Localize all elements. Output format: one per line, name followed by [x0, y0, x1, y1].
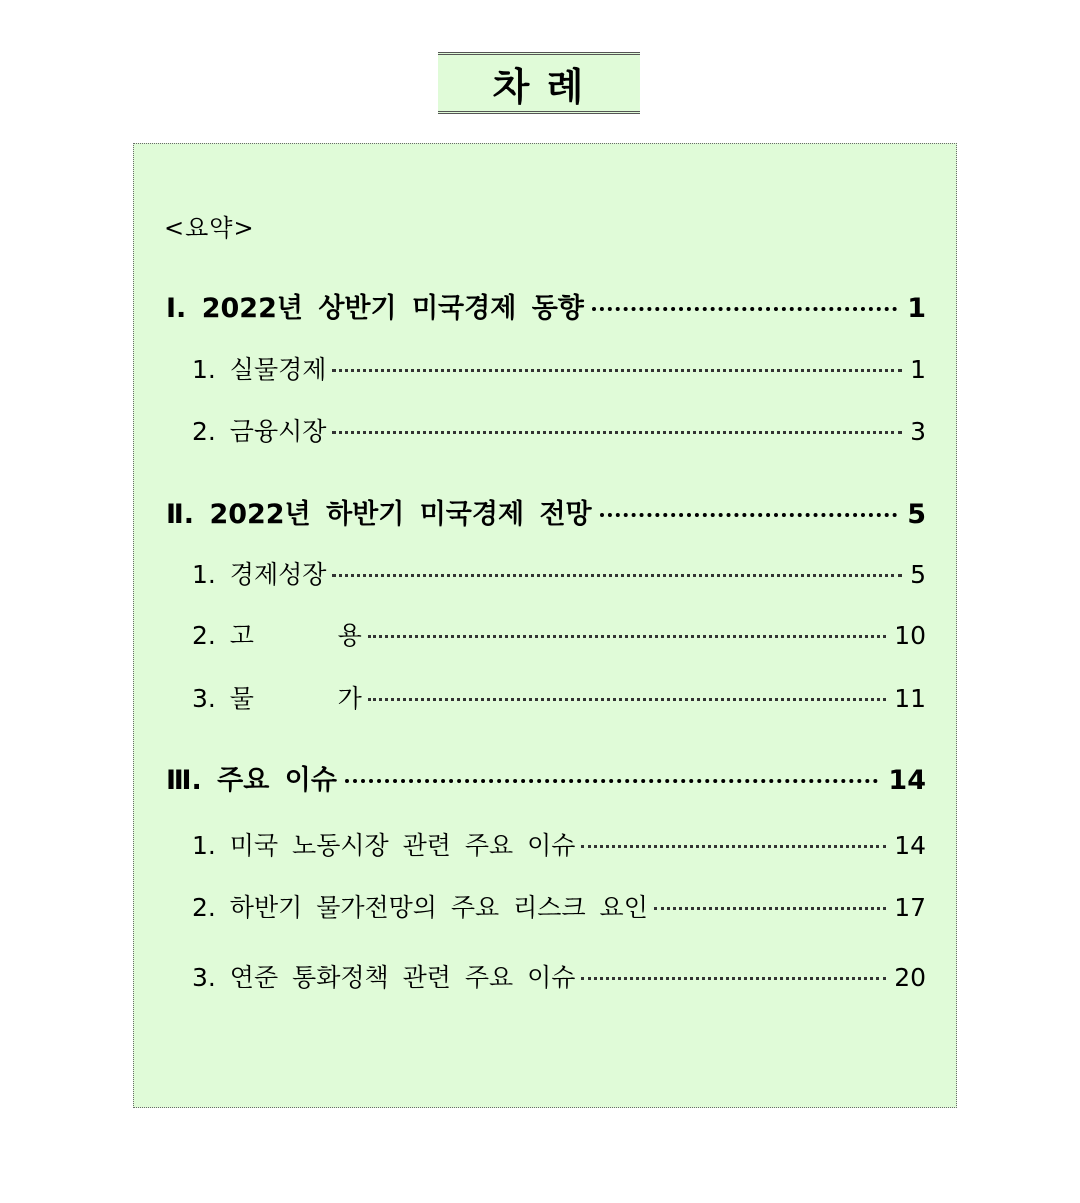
- toc-entry-label: Ⅰ. 2022년 상반기 미국경제 동향: [166, 293, 584, 324]
- toc-entry-section-3-2[interactable]: [192, 888, 926, 922]
- toc-entry-section-3-3[interactable]: [192, 958, 926, 992]
- toc-entry-label: Ⅱ. 2022년 하반기 미국경제 전망: [166, 499, 592, 530]
- toc-entry-section-2-2[interactable]: [192, 616, 926, 650]
- toc-entry-page: 17: [894, 893, 926, 922]
- toc-entry-label: 1. 실물경제: [192, 355, 327, 384]
- toc-entry-page: 1: [910, 355, 926, 384]
- toc-entry-page: 10: [894, 621, 926, 650]
- toc-entry-page: 20: [894, 963, 926, 992]
- toc-entry-chapter-2[interactable]: [166, 492, 926, 530]
- toc-entry-chapter-3[interactable]: [166, 758, 926, 796]
- dot-leader: [345, 779, 879, 783]
- toc-entry-label: 2. 고 용: [192, 621, 362, 650]
- dot-leader: [581, 845, 886, 848]
- toc-entry-label: 1. 경제성장: [192, 560, 327, 589]
- toc-entry-chapter-1[interactable]: [166, 286, 926, 324]
- dot-leader: [592, 307, 897, 311]
- dot-leader: [368, 698, 886, 701]
- toc-entry-label: 1. 미국 노동시장 관련 주요 이슈: [192, 831, 576, 860]
- toc-entry-page: 3: [910, 417, 926, 446]
- toc-entry-label: 2. 금융시장: [192, 417, 327, 446]
- toc-title: 차 례: [438, 52, 640, 114]
- toc-entry-page: 14: [894, 831, 926, 860]
- dot-leader: [332, 431, 902, 434]
- toc-entry-page: 11: [894, 684, 926, 713]
- toc-entry-page: 1: [907, 293, 926, 324]
- dot-leader: [332, 369, 902, 372]
- toc-entry-section-2-1[interactable]: [192, 555, 926, 589]
- toc-entry-section-2-3[interactable]: [192, 679, 926, 713]
- toc-entry-page: 14: [888, 765, 926, 796]
- summary-link[interactable]: <요약>: [164, 214, 255, 242]
- toc-entry-section-3-1[interactable]: [192, 826, 926, 860]
- toc-entry-label: 3. 연준 통화정책 관련 주요 이슈: [192, 963, 576, 992]
- toc-entry-label: Ⅲ. 주요 이슈: [166, 765, 337, 796]
- dot-leader: [581, 977, 886, 980]
- toc-entry-page: 5: [910, 560, 926, 589]
- toc-entry-label: 2. 하반기 물가전망의 주요 리스크 요인: [192, 893, 648, 922]
- dot-leader: [332, 574, 902, 577]
- dot-leader: [654, 907, 886, 910]
- toc-entry-page: 5: [907, 499, 926, 530]
- toc-entry-section-1-2[interactable]: [192, 412, 926, 446]
- toc-entry-label: 3. 물 가: [192, 684, 362, 713]
- dot-leader: [600, 513, 898, 517]
- dot-leader: [368, 635, 886, 638]
- toc-entry-section-1-1[interactable]: [192, 350, 926, 384]
